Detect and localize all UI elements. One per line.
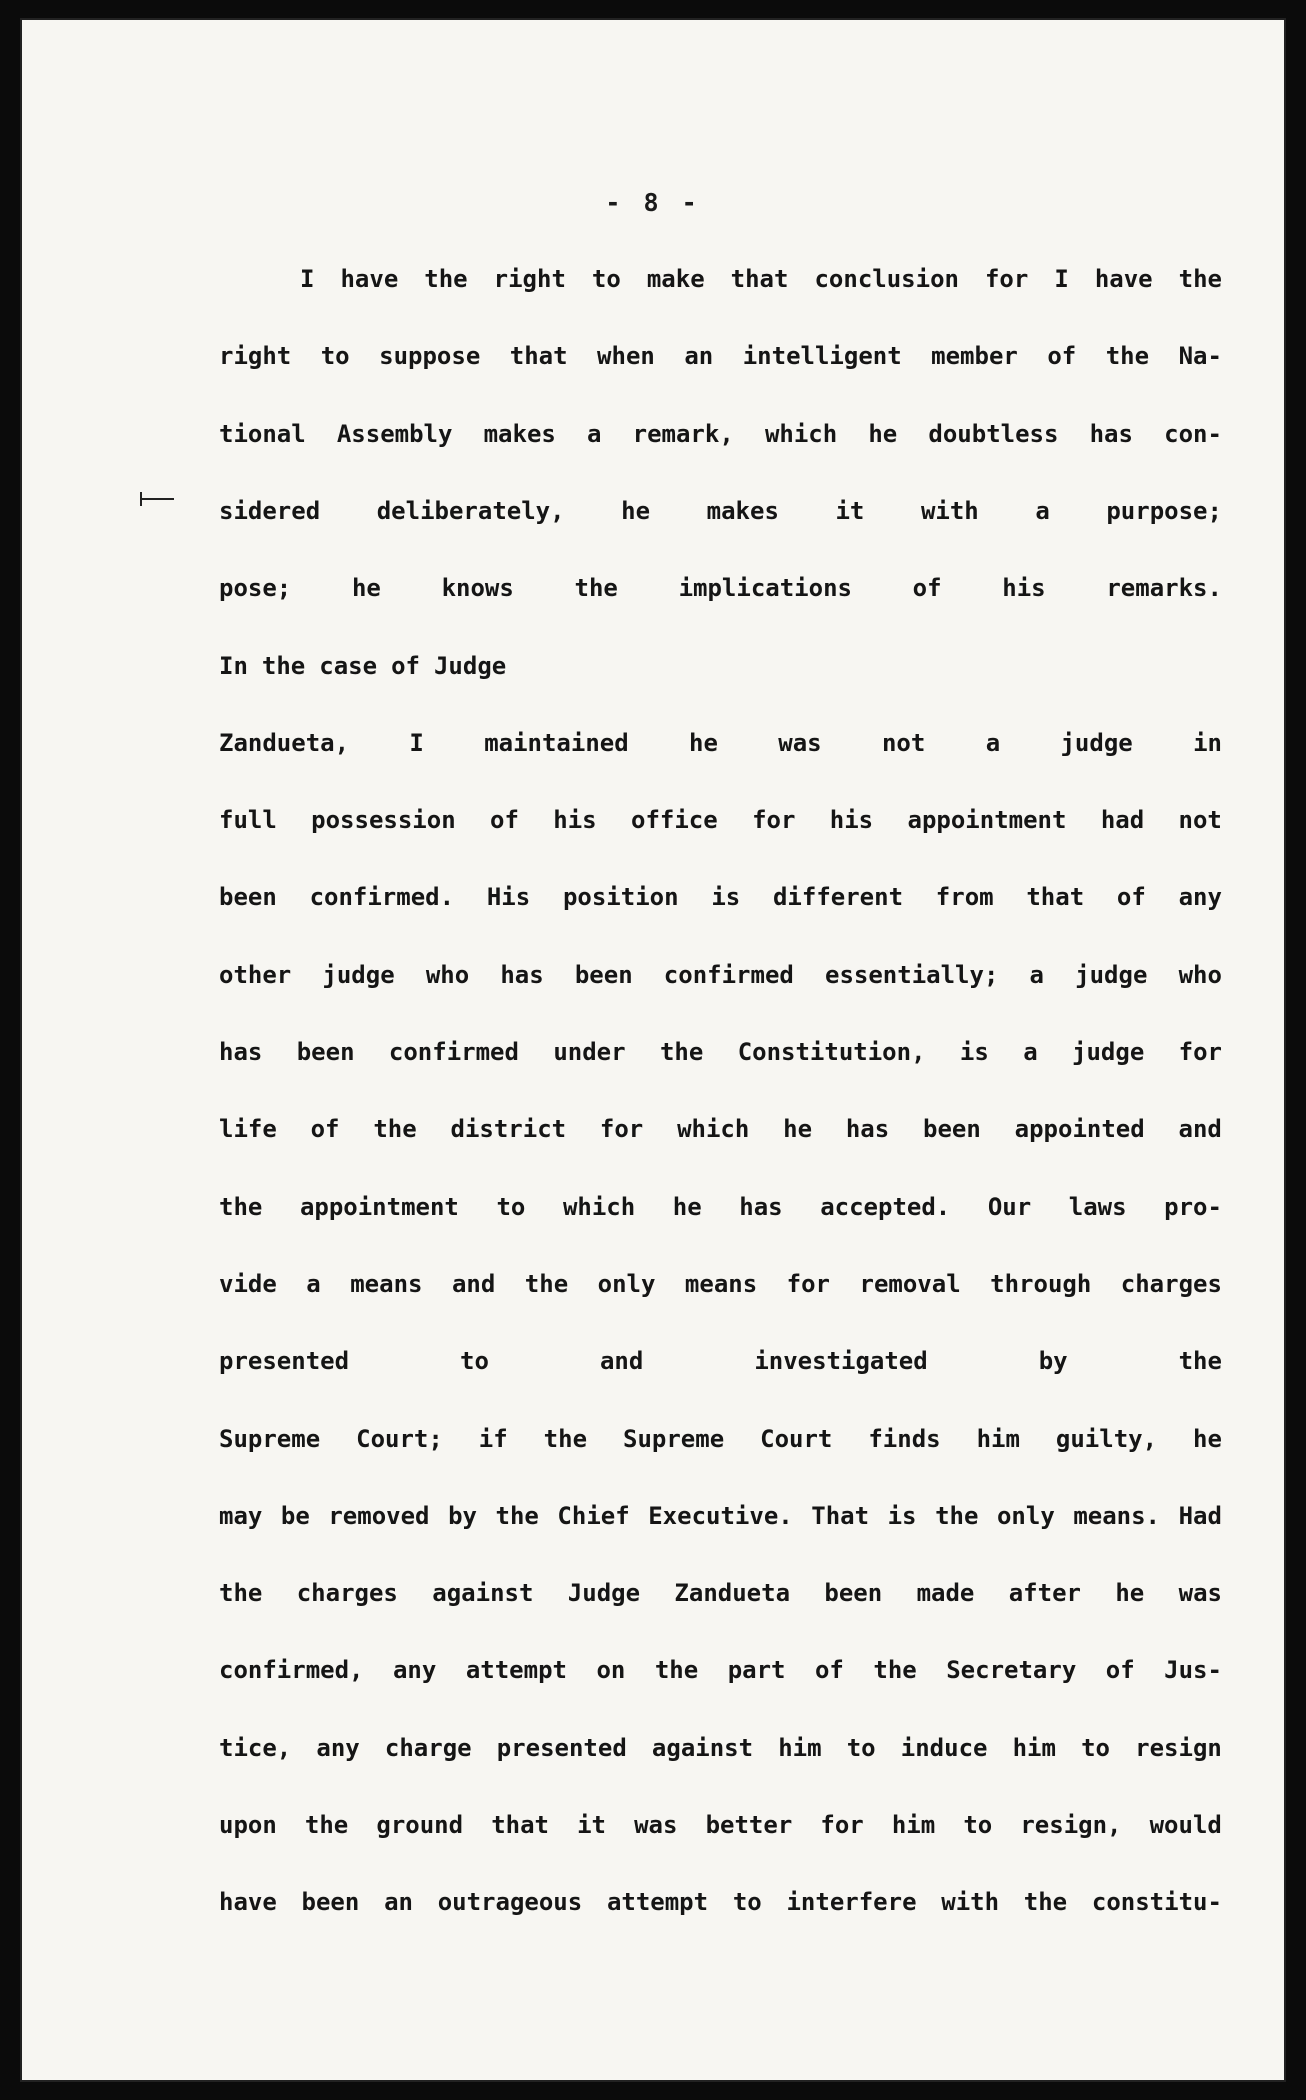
text-line: upon the ground that it was better for him to resign, would <box>219 1811 1222 1839</box>
text-line: In the case of Judge <box>219 651 507 680</box>
text-line: vide a means and the only means for removal through charges <box>219 1269 1222 1298</box>
text-line: may be removed by the Chief Executive. That is the only means. Had <box>219 1501 1222 1530</box>
text-line: been confirmed. His position is different from that of any <box>219 883 1222 912</box>
text-line: full possession of his office for his appointment had not <box>219 806 1222 835</box>
text-line: tice, any charge presented against him to induce him to resign <box>219 1733 1222 1762</box>
text-line: Supreme Court; if the Supreme Court finds him guilty, he <box>219 1424 1222 1453</box>
margin-mark <box>140 498 174 500</box>
text-line: life of the district for which he has been appointed and <box>219 1115 1222 1144</box>
text-line: pose; he knows the implications of his remarks. <box>219 574 1222 603</box>
text-line: I have the right to make that conclusion for I have the <box>300 265 1222 293</box>
text-line: tional Assembly makes a remark, which he doubtless has con- <box>219 419 1222 448</box>
text-line: right to suppose that when an intelligent member of the Na- <box>219 342 1222 371</box>
text-line: confirmed, any attempt on the part of the Secretary of Jus- <box>219 1656 1222 1685</box>
text-line: presented to and investigated by the <box>219 1347 1222 1376</box>
text-line: other judge who has been confirmed essentially; a judge who <box>219 960 1222 989</box>
page-number: - 8 - <box>605 188 701 217</box>
text-line: sidered deliberately, he makes it with a purpose; <box>219 496 1222 525</box>
text-line: has been confirmed under the Constitution, is a judge for <box>219 1038 1222 1066</box>
text-line: Zandueta, I maintained he was not a judge in <box>219 728 1222 757</box>
document-page <box>22 20 1284 2080</box>
text-line: the appointment to which he has accepted. Our laws pro- <box>219 1192 1222 1221</box>
text-line: the charges against Judge Zandueta been made after he was <box>219 1579 1222 1608</box>
text-line: have been an outrageous attempt to interfere with the constitu- <box>219 1888 1222 1917</box>
